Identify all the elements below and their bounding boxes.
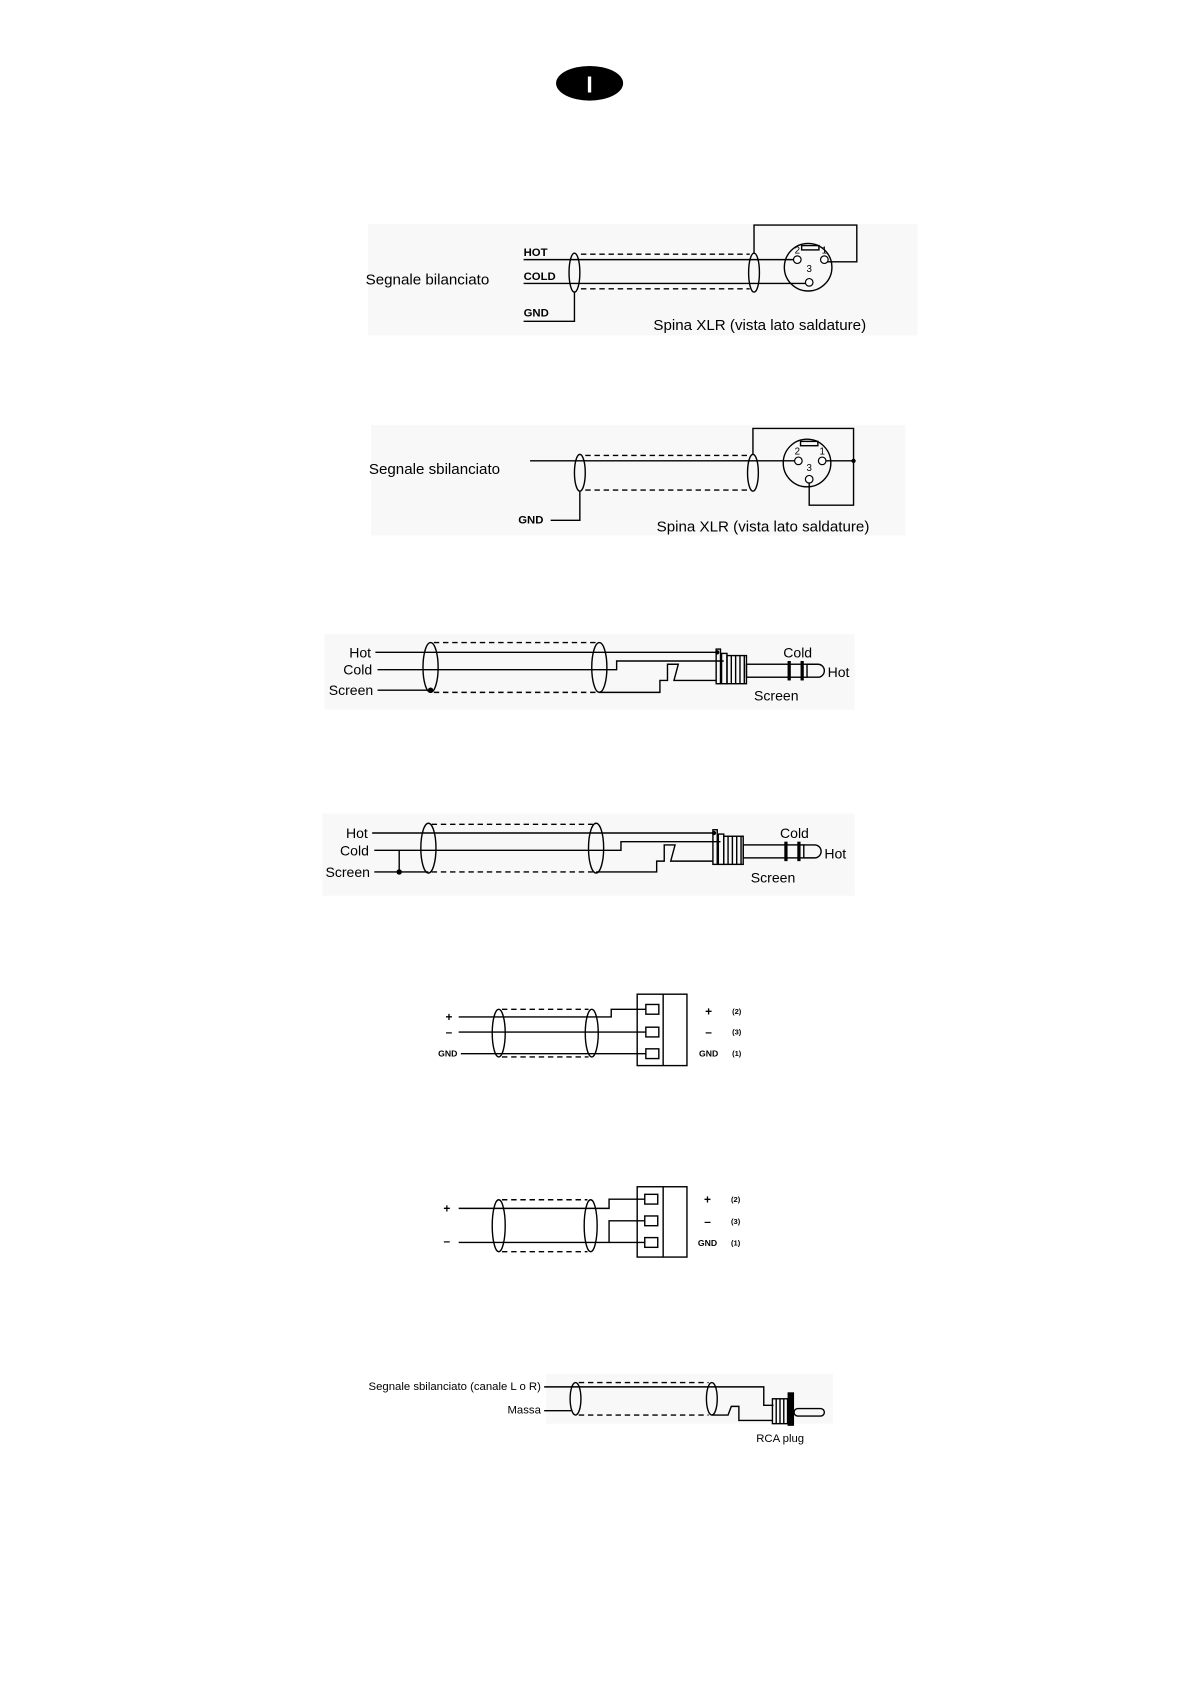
plus-label: +: [443, 1201, 451, 1216]
jack-balanced-diagram: [325, 634, 855, 710]
gnd-label: GND: [523, 307, 549, 320]
jumper-junction-dot: [396, 869, 401, 874]
hot-label: HOT: [523, 247, 548, 260]
signal-type-label: Segnale bilanciato: [365, 271, 490, 289]
xlr-pin-2: [794, 256, 802, 264]
xlr-pin-2: [795, 457, 803, 465]
terminal-gnd-label: GND: [697, 1238, 718, 1249]
screen-label: Screen: [325, 863, 370, 880]
pin-1-label: 1: [821, 245, 828, 257]
xlr-balanced-diagram: [366, 224, 918, 335]
cold-label: Cold: [340, 842, 369, 859]
minus-label: –: [443, 1233, 451, 1248]
plus-label: +: [445, 1009, 453, 1024]
pin-3-label: 3: [806, 462, 812, 474]
insulator-ring: [788, 661, 791, 680]
insulator-ring: [797, 842, 800, 861]
pin-2-label: 2: [794, 446, 801, 458]
plug-screen-label: Screen: [754, 687, 799, 704]
plug-screen-label: Screen: [750, 869, 796, 886]
pin-2-label: 2: [794, 245, 801, 257]
cold-label: Cold: [343, 661, 373, 678]
pin-gnd-number: (1): [732, 1049, 742, 1059]
terminal-minus-label: –: [704, 1214, 711, 1229]
terminal-minus-label: –: [705, 1025, 712, 1040]
gnd-label: GND: [438, 1048, 458, 1059]
gnd-label: GND: [518, 514, 544, 527]
pin-1-label: 1: [819, 446, 825, 458]
xlr-unbalanced-diagram: [369, 425, 906, 535]
plug-crown: [788, 1392, 794, 1426]
pin-minus-number: (3): [732, 1027, 742, 1037]
terminal-plus-label: +: [705, 1004, 713, 1019]
language-badge: [556, 66, 623, 101]
signal-label: Segnale sbilanciato (canale L o R): [368, 1380, 541, 1393]
insulator-ring: [784, 842, 787, 861]
hot-label: Hot: [345, 824, 368, 841]
terminal-gnd-label: GND: [698, 1048, 719, 1059]
insulator-ring: [801, 661, 804, 680]
hot-label: Hot: [349, 644, 372, 661]
pin-minus-number: (3): [731, 1216, 741, 1226]
plug-hot-label: Hot: [824, 845, 847, 862]
badge-letter: I: [586, 71, 593, 98]
connector-caption: Spina XLR (vista lato saldature): [653, 317, 867, 335]
cold-label: COLD: [523, 270, 556, 283]
plug-cold-label: Cold: [779, 824, 809, 841]
connector-caption: Spina XLR (vista lato saldature): [656, 518, 870, 536]
pin-plus-number: (2): [731, 1195, 741, 1205]
ground-label: Massa: [507, 1404, 541, 1417]
connector-caption: RCA plug: [756, 1432, 805, 1445]
minus-label: –: [445, 1025, 453, 1040]
screen-label: Screen: [328, 682, 374, 699]
pin-gnd-number: (1): [731, 1238, 741, 1248]
xlr-pin-3: [805, 279, 813, 287]
plug-cold-label: Cold: [783, 644, 813, 661]
pin-plus-number: (2): [732, 1006, 742, 1016]
jack-unbalanced-diagram: [322, 814, 854, 896]
pin-3-label: 3: [806, 263, 812, 275]
terminal-plus-label: +: [704, 1192, 711, 1207]
xlr-pin-3: [805, 475, 813, 483]
junction-dot: [851, 459, 855, 463]
xlr-pin-1: [821, 256, 829, 264]
plug-hot-label: Hot: [827, 663, 850, 680]
signal-type-label: Segnale sbilanciato: [368, 461, 501, 479]
xlr-pin-1: [818, 457, 826, 465]
